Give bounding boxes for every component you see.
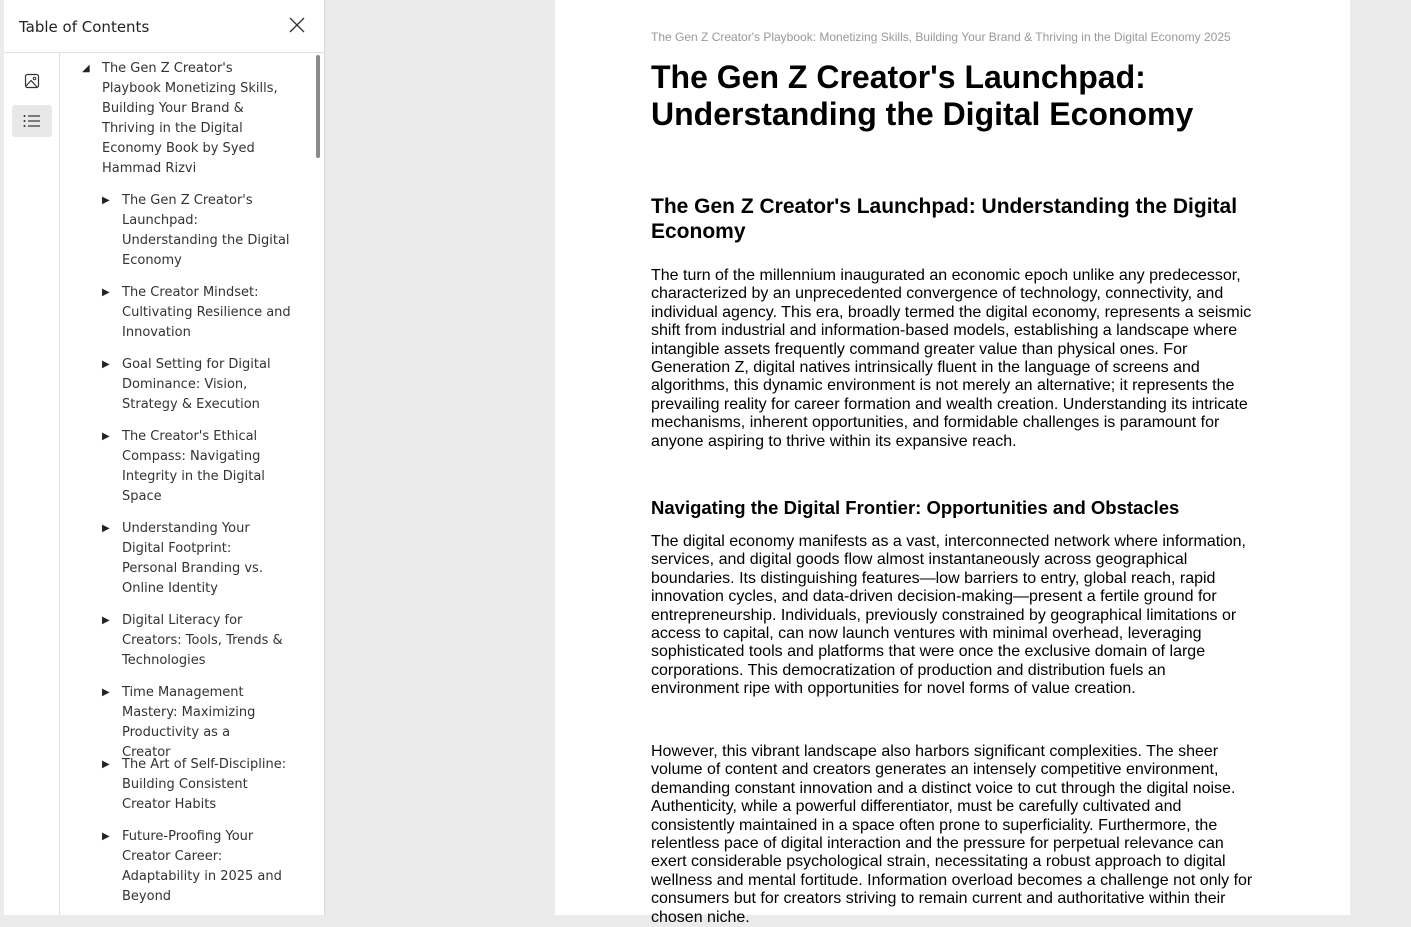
collapsed-triangle-icon: ▶ <box>102 359 110 370</box>
collapsed-triangle-icon: ▶ <box>102 687 110 698</box>
collapsed-triangle-icon: ▶ <box>102 615 110 626</box>
toc-entry[interactable]: ▶ Digital Literacy for Creators: Tools, Trends & Technologies <box>102 613 283 668</box>
toc-entry[interactable]: ▶ The Creator Mindset: Cultivating Resilience and Innovation <box>102 285 291 340</box>
close-icon[interactable] <box>288 16 306 34</box>
paragraph: The turn of the millennium inaugurated an economic epoch unlike any predecessor, characterized by an unprecedented convergence of technology, connectivity, and individual agency. This era, broadly termed the digital economy, represents a seismic shift from industrial and information-based models, establishing a landscape where intangible assets frequently command greater value than physical ones. For Generation Z, digital natives intrinsically fluent in the language of screens and algorithms, this dynamic environment is not merely an alternative; it represents the prevailing reality for career formation and wealth creation. Understanding its intricate mechanisms, inherent opportunities, and formidable challenges is paramount for anyone aspiring to thrive within its expansive reach. <box>651 267 1252 450</box>
section-heading: Navigating the Digital Frontier: Opportunities and Obstacles <box>651 497 1180 518</box>
chapter-title: The Gen Z Creator's Launchpad: Understanding the Digital Economy <box>651 59 1194 132</box>
image-icon <box>24 73 40 89</box>
toc-entry[interactable]: ▶ Goal Setting for Digital Dominance: Vision, Strategy & Execution <box>102 357 271 412</box>
toc-entry[interactable]: ▶ The Creator's Ethical Compass: Navigating Integrity in the Digital Space <box>102 429 265 504</box>
toc-title: Table of Contents <box>19 18 150 36</box>
document-page <box>555 0 1350 926</box>
collapsed-triangle-icon: ▶ <box>102 287 110 298</box>
toc-entry[interactable]: ▶ Time Management Mastery: Maximizing Productivity as a Creator <box>102 685 256 760</box>
collapsed-triangle-icon: ▶ <box>102 831 110 842</box>
running-header: The Gen Z Creator's Playbook: Monetizing Skills, Building Your Brand & Thriving in the Digital Economy 2025 <box>651 30 1231 44</box>
toc-panel <box>4 0 325 915</box>
toc-entry[interactable]: ▶ The Art of Self-Discipline: Building Consistent Creator Habits <box>102 757 287 812</box>
toc-entry[interactable]: ◢ The Gen Z Creator's Playbook Monetizing Skills, Building Your Brand & Thriving in the Digital Economy Book by Syed Hammad Rizvi <box>82 61 278 176</box>
collapsed-triangle-icon: ▶ <box>102 431 110 442</box>
toc-header <box>4 0 324 53</box>
collapsed-triangle-icon: ▶ <box>102 759 110 770</box>
toc-entry[interactable]: ▶ Understanding Your Digital Footprint: Personal Branding vs. Online Identity <box>102 521 263 596</box>
section-heading: The Gen Z Creator's Launchpad: Understanding the Digital Economy <box>651 195 1238 243</box>
paragraph: The digital economy manifests as a vast, interconnected network where information, services, and digital goods flow almost instantaneously across geographical boundaries. Its distinguishing features—low barriers to entry, global reach, rapid innovation cycles, and data-driven decision-making—present a fertile ground for entrepreneurship. Individuals, previously constrained by geographical limitations or access to capital, can now launch ventures with minimal overhead, leveraging sophisticated tools and platforms that were once the exclusive domain of large corporations. This democratization of production and distribution fuels an environment ripe with opportunities for novel forms of value creation. <box>651 533 1246 698</box>
collapsed-triangle-icon: ▶ <box>102 195 110 206</box>
list-icon <box>23 114 41 128</box>
toc-entry[interactable]: ▶ Future-Proofing Your Creator Career: Adaptability in 2025 and Beyond <box>102 829 282 904</box>
scrollbar[interactable] <box>316 55 320 158</box>
thumbnails-button[interactable] <box>12 65 52 97</box>
expanded-triangle-icon: ◢ <box>82 63 90 74</box>
paragraph: However, this vibrant landscape also harbors significant complexities. The sheer volume of content and creators generates an intensely competitive environment, demanding constant innovation and a distinct voice to cut through the digital noise. Authenticity, while a powerful differentiator, must be carefully cultivated and consistently maintained in a space often prone to superficiality. Furthermore, the relentless pace of digital interaction and the pressure for perpetual relevance can exert considerable psychological strain, necessitating a robust approach to digital wellness and mental fortitude. Information overload becomes a challenge not only for consumers but for creators striving to remain current and authoritative within their chosen niche. <box>651 743 1253 926</box>
toc-entry[interactable]: ▶ The Gen Z Creator's Launchpad: Understanding the Digital Economy <box>102 193 290 268</box>
toc-button[interactable] <box>12 105 52 137</box>
toc-list <box>61 53 324 915</box>
panel-rail <box>4 53 60 915</box>
collapsed-triangle-icon: ▶ <box>102 523 110 534</box>
